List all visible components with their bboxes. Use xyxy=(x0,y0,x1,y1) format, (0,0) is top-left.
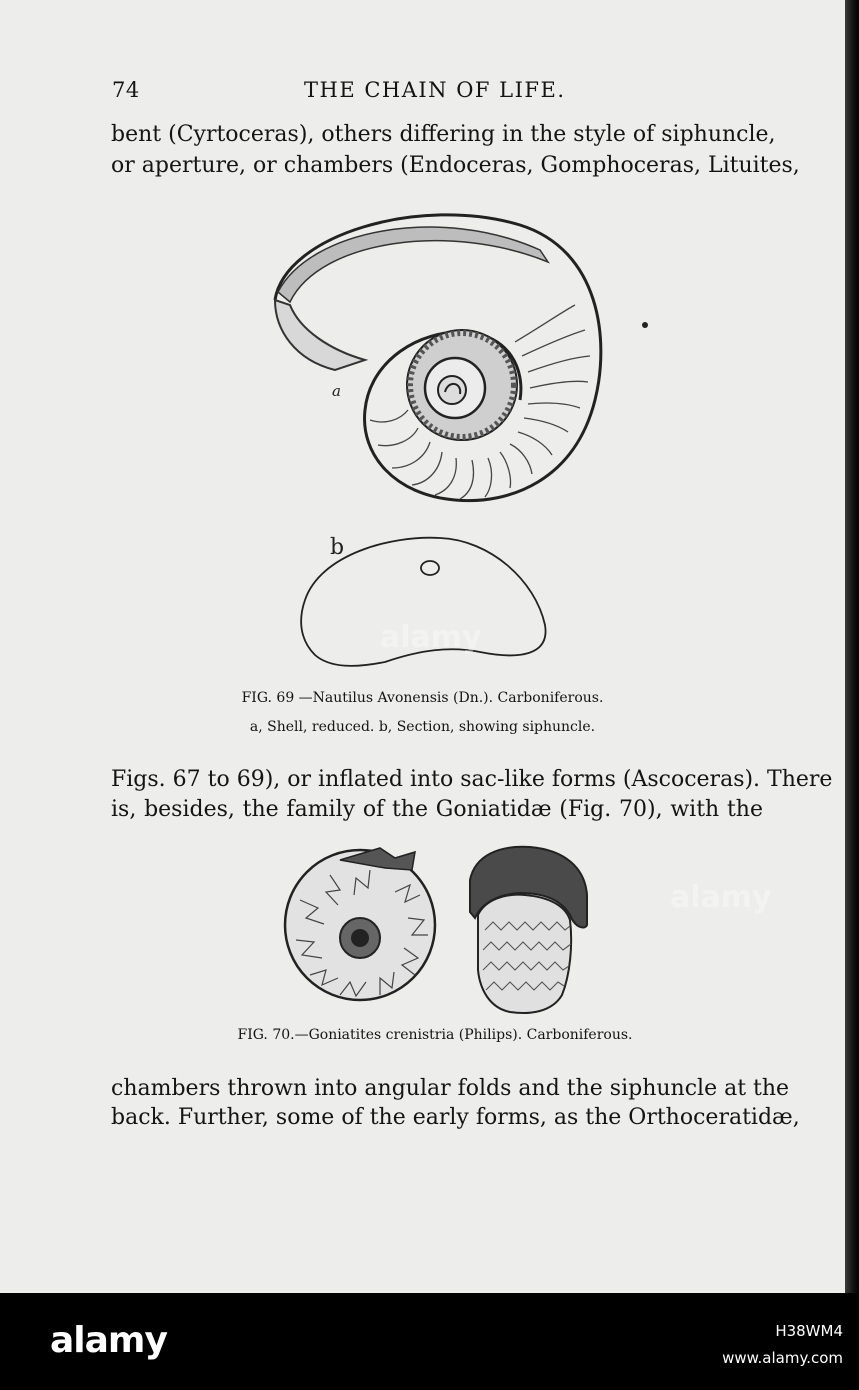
body-line-3: Figs. 67 to 69), or inflated into sac-like forms (Ascoceras). There xyxy=(111,767,833,792)
page-number: 74 xyxy=(112,78,140,102)
watermark-overlay: alamy xyxy=(670,880,772,915)
image-id: H38WM4 xyxy=(775,1322,843,1340)
figure-label-a: a xyxy=(332,382,341,400)
stock-url: www.alamy.com xyxy=(722,1349,843,1367)
figure-69-caption-line-2: a, Shell, reduced. b, Section, showing siphuncle. xyxy=(249,719,596,735)
page-edge-shadow xyxy=(845,0,859,1293)
body-line-5: chambers thrown into angular folds and the siphuncle at the xyxy=(111,1076,790,1101)
body-line-6: back. Further, some of the early forms, as the Orthoceratidæ, xyxy=(111,1105,800,1130)
figure-69-caption-line-1: FIG. 69 —Nautilus Avonensis (Dn.). Carboniferous. xyxy=(241,690,604,706)
figure-70-caption: FIG. 70.—Goniatites crenistria (Philips). Carboniferous. xyxy=(237,1027,633,1043)
alamy-logo: alamy xyxy=(50,1320,167,1361)
body-line-2: or aperture, or chambers (Endoceras, Gomphoceras, Lituites, xyxy=(111,153,800,178)
running-title: THE CHAIN OF LIFE. xyxy=(304,78,566,102)
body-line-4: is, besides, the family of the Goniatidæ (Fig. 70), with the xyxy=(111,797,763,822)
body-line-1: bent (Cyrtoceras), others differing in the style of siphuncle, xyxy=(111,122,776,147)
figure-label-b: b xyxy=(330,535,345,560)
watermark-overlay: alamy xyxy=(380,620,482,655)
